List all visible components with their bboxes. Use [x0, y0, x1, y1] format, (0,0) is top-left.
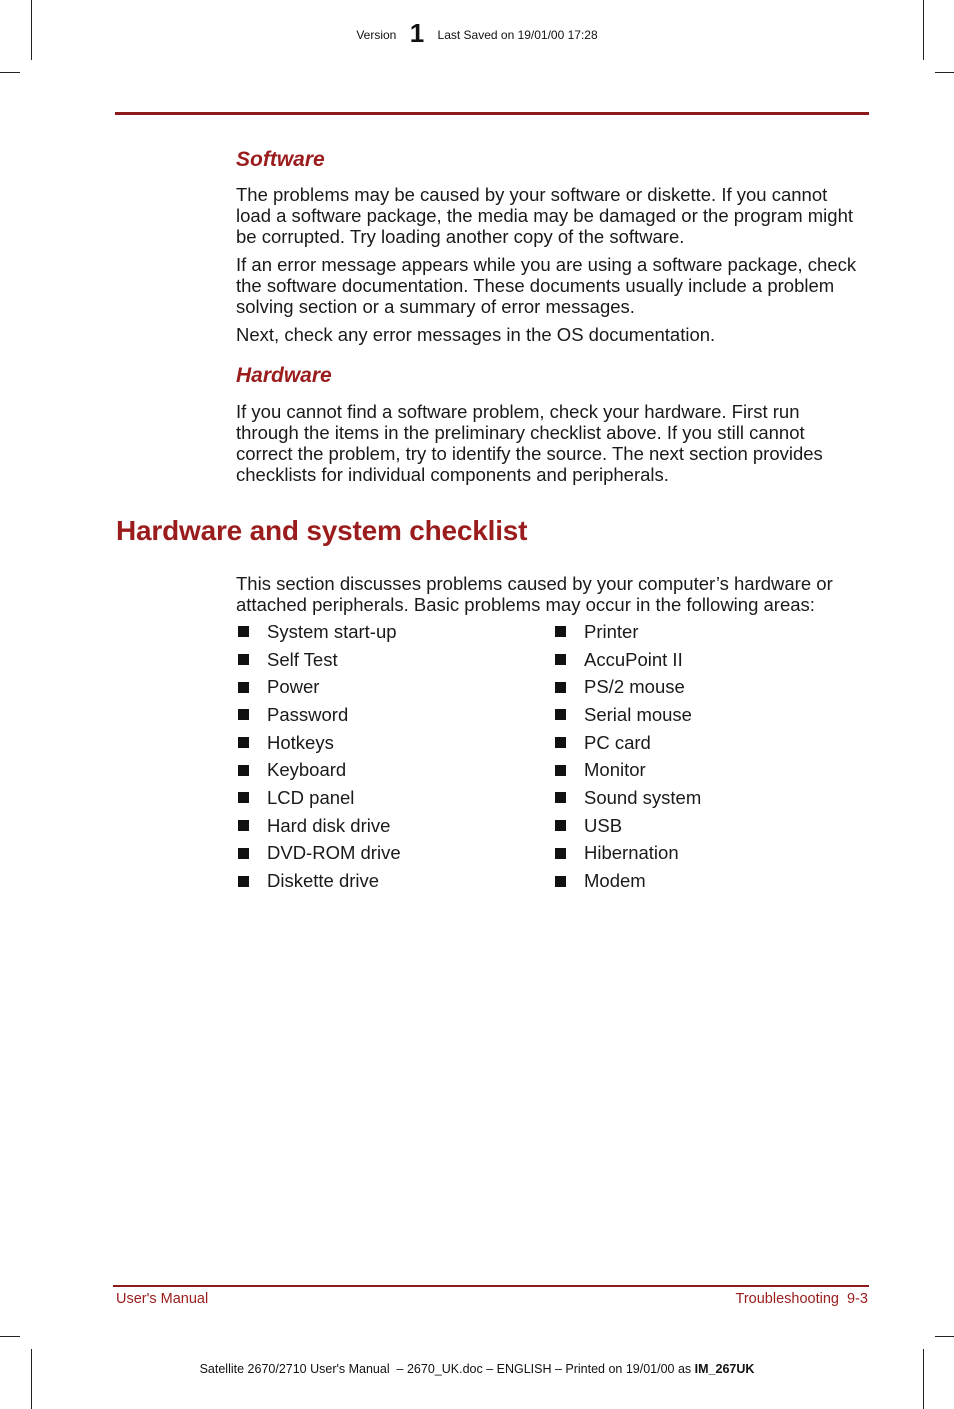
list-item: PC card [555, 729, 701, 757]
square-bullet-icon [555, 626, 566, 637]
square-bullet-icon [555, 737, 566, 748]
section-title: Hardware and system checklist [116, 515, 528, 546]
list-item: Monitor [555, 756, 701, 784]
list-item: Sound system [555, 784, 701, 812]
list-item: Hibernation [555, 840, 701, 868]
list-item: Printer [555, 618, 701, 646]
list-item: LCD panel [238, 784, 401, 812]
square-bullet-icon [555, 876, 566, 887]
square-bullet-icon [555, 848, 566, 859]
square-bullet-icon [238, 765, 249, 776]
version-line [0, 18, 954, 49]
list-item: Hotkeys [238, 729, 401, 757]
software-paragraph-3: Next, check any error messages in the OS documentation. [236, 324, 716, 345]
square-bullet-icon [555, 792, 566, 803]
list-item: Power [238, 673, 401, 701]
checklist-right-column [555, 618, 701, 895]
square-bullet-icon [555, 682, 566, 693]
square-bullet-icon [555, 709, 566, 720]
footer-page-number: Troubleshooting 9-3 [735, 1291, 868, 1307]
list-item: AccuPoint II [555, 646, 701, 674]
list-item: Serial mouse [555, 701, 701, 729]
list-item: Keyboard [238, 756, 401, 784]
list-item: Hard disk drive [238, 812, 401, 840]
list-item: PS/2 mouse [555, 673, 701, 701]
version-number: 1 [409, 18, 425, 48]
list-item: Modem [555, 867, 701, 895]
square-bullet-icon [238, 876, 249, 887]
square-bullet-icon [238, 792, 249, 803]
square-bullet-icon [238, 820, 249, 831]
square-bullet-icon [555, 765, 566, 776]
crop-mark [935, 72, 954, 73]
list-item: USB [555, 812, 701, 840]
hardware-paragraph: If you cannot find a software problem, check your hardware. First run through the items in the preliminary checklist above. If you still cannot correct the problem, try to identify the source. The next section provides checklists for individual components and peripherals. [236, 401, 823, 485]
crop-mark [935, 1336, 954, 1337]
header-rule [115, 112, 869, 115]
footer-manual-title: User's Manual [116, 1291, 209, 1307]
last-saved: Last Saved on 19/01/00 17:28 [437, 28, 598, 42]
square-bullet-icon [238, 737, 249, 748]
list-item: Self Test [238, 646, 401, 674]
checklist-left-column [238, 618, 401, 895]
square-bullet-icon [238, 626, 249, 637]
footer-rule [113, 1285, 869, 1287]
list-item: Password [238, 701, 401, 729]
software-heading: Software [236, 148, 325, 171]
software-paragraph-1: The problems may be caused by your software or diskette. If you cannot load a software package, the media may be damaged or the program might be corrupted. Try loading another copy of the software. [236, 184, 854, 247]
square-bullet-icon [238, 654, 249, 665]
crop-mark [31, 1349, 32, 1409]
square-bullet-icon [238, 682, 249, 693]
version-label: Version [356, 28, 397, 42]
list-item: System start-up [238, 618, 401, 646]
checklist-intro: This section discusses problems caused by your computer’s hardware or attached peripherals. Basic problems may occur in the following areas: [236, 573, 833, 615]
crop-mark [0, 72, 20, 73]
square-bullet-icon [555, 820, 566, 831]
list-item: DVD-ROM drive [238, 840, 401, 868]
print-code: IM_267UK [694, 1362, 755, 1376]
print-info [0, 1362, 954, 1376]
print-info-text: Satellite 2670/2710 User's Manual – 2670_UK.doc – ENGLISH – Printed on 19/01/00 as [199, 1362, 695, 1376]
square-bullet-icon [238, 709, 249, 720]
list-item: Diskette drive [238, 867, 401, 895]
square-bullet-icon [238, 848, 249, 859]
square-bullet-icon [555, 654, 566, 665]
crop-mark [923, 1349, 924, 1409]
hardware-heading: Hardware [236, 364, 332, 387]
crop-mark [0, 1336, 20, 1337]
software-paragraph-2: If an error message appears while you are using a software package, check the software documentation. These documents usually include a problem solving section or a summary of error messages. [236, 254, 857, 317]
